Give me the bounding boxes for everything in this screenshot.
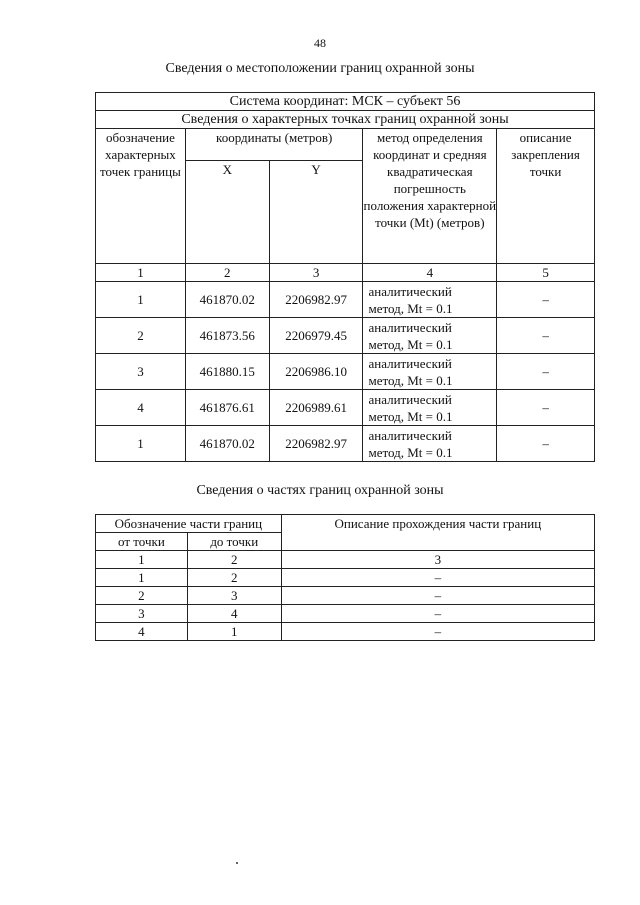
to-point: 3 — [187, 587, 281, 605]
method-line-1: аналитический — [368, 427, 452, 443]
method-cell — [363, 390, 497, 426]
part-description: – — [281, 569, 594, 587]
header-from-point: от точки — [96, 533, 188, 551]
x-coordinate: 461870.02 — [185, 426, 269, 462]
from-point: 3 — [96, 605, 188, 623]
x-coordinate: 461870.02 — [185, 282, 269, 318]
column-number: 2 — [185, 264, 269, 282]
method-cell — [363, 282, 497, 318]
method-line-1: аналитический — [368, 283, 452, 299]
parts-section-title: Сведения о частях границ охранной зоны — [196, 483, 444, 498]
column-number: 4 — [363, 264, 497, 282]
header-coordinates: координаты (метров) — [185, 129, 363, 161]
y-coordinate: 2206986.10 — [269, 354, 363, 390]
from-point: 4 — [96, 623, 188, 641]
fixing-description: – — [497, 426, 595, 462]
points-section-header: Сведения о характерных точках границ охранной зоны — [96, 111, 595, 129]
method-cell — [363, 354, 497, 390]
table-row — [96, 587, 595, 605]
table-row — [96, 569, 595, 587]
header-part-designation: Обозначение части границ — [96, 515, 282, 533]
column-number: 1 — [96, 264, 186, 282]
scan-artifact — [236, 862, 238, 864]
column-number: 5 — [497, 264, 595, 282]
method-line-2: метод, Mt = 0.1 — [368, 408, 453, 424]
table-row — [96, 318, 595, 354]
table-row — [96, 282, 595, 318]
column-number: 1 — [96, 551, 188, 569]
table-row — [96, 605, 595, 623]
boundary-parts-table — [95, 514, 595, 641]
x-coordinate: 461876.61 — [185, 390, 269, 426]
y-coordinate: 2206982.97 — [269, 426, 363, 462]
point-number: 3 — [96, 354, 186, 390]
column-number: 3 — [269, 264, 363, 282]
document-title: Сведения о местоположении границ охранной зоны — [165, 61, 475, 76]
from-point: 1 — [96, 569, 188, 587]
fixing-description: – — [497, 390, 595, 426]
header-y: Y — [269, 161, 363, 264]
table-row — [96, 426, 595, 462]
column-number: 3 — [281, 551, 594, 569]
part-description: – — [281, 623, 594, 641]
method-cell — [363, 426, 497, 462]
point-number: 2 — [96, 318, 186, 354]
y-coordinate: 2206989.61 — [269, 390, 363, 426]
method-line-1: аналитический — [368, 319, 452, 335]
to-point: 4 — [187, 605, 281, 623]
coordinate-system-header: Система координат: МСК – субъект 56 — [96, 93, 595, 111]
method-line-1: аналитический — [368, 355, 452, 371]
to-point: 1 — [187, 623, 281, 641]
x-coordinate: 461880.15 — [185, 354, 269, 390]
method-cell — [363, 318, 497, 354]
y-coordinate: 2206979.45 — [269, 318, 363, 354]
coordinates-table — [95, 92, 595, 462]
to-point: 2 — [187, 569, 281, 587]
fixing-description: – — [497, 318, 595, 354]
header-fixing-description: описание закрепления точки — [497, 129, 595, 264]
column-number: 2 — [187, 551, 281, 569]
table-row — [96, 623, 595, 641]
point-number: 1 — [96, 426, 186, 462]
header-part-description: Описание прохождения части границ — [281, 515, 594, 551]
header-method: метод определения координат и средняя квадратическая погрешность положения характерной точки (Мt) (метров) — [363, 129, 497, 264]
from-point: 2 — [96, 587, 188, 605]
method-line-2: метод, Mt = 0.1 — [368, 336, 453, 352]
point-number: 1 — [96, 282, 186, 318]
point-number: 4 — [96, 390, 186, 426]
method-line-2: метод, Mt = 0.1 — [368, 444, 453, 460]
header-x: X — [185, 161, 269, 264]
table-row — [96, 354, 595, 390]
fixing-description: – — [497, 282, 595, 318]
header-designation: обозначение характерных точек границы — [96, 129, 186, 264]
method-line-2: метод, Mt = 0.1 — [368, 300, 453, 316]
header-to-point: до точки — [187, 533, 281, 551]
part-description: – — [281, 587, 594, 605]
table-row — [96, 390, 595, 426]
y-coordinate: 2206982.97 — [269, 282, 363, 318]
method-line-2: метод, Mt = 0.1 — [368, 372, 453, 388]
page-number: 48 — [314, 36, 326, 50]
part-description: – — [281, 605, 594, 623]
x-coordinate: 461873.56 — [185, 318, 269, 354]
fixing-description: – — [497, 354, 595, 390]
method-line-1: аналитический — [368, 391, 452, 407]
